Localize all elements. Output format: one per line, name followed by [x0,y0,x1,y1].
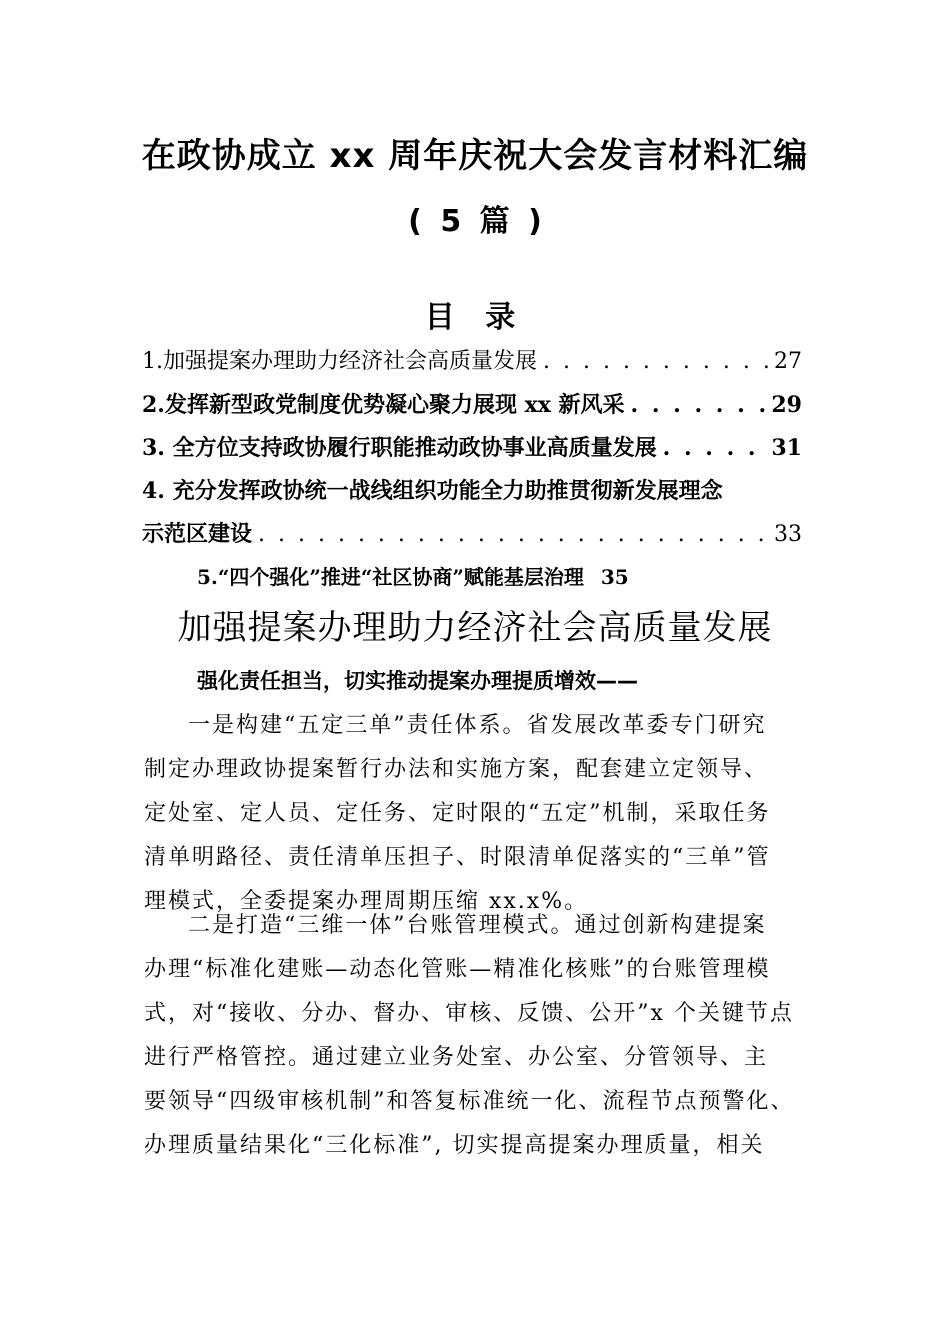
toc-item-label: 2.发挥新型政党制度优势凝心聚力展现 xx 新风采 [142,392,625,418]
paragraph-line: 进行严格管控。通过建立业务处室、办公室、分管领导、主 [144,1045,769,1070]
article-subheading: 强化责任担当，切实推动提案办理提质增效—— [197,669,638,693]
toc-item-1[interactable] [142,344,802,375]
toc-leader-dots [543,349,768,374]
paragraph-line: 二是打造“三维一体”台账管理模式。通过创新构建提案 [188,913,767,938]
toc-item-page: 31 [771,435,802,461]
toc-leader-dots [663,435,766,461]
article-paragraph [144,906,816,1170]
toc-leader-dots [258,522,768,547]
paragraph-line: 办理质量结果化“三化标准”, 切实提高提案办理质量，相关 [144,1133,765,1158]
toc-heading: 目 录 [424,300,526,335]
toc-item-label: 3. 全方位支持政协履行职能推动政协事业高质量发展 [142,435,657,461]
paragraph-line: 清单明路径、责任清单压担子、时限清单促落实的“三单”管 [144,845,771,870]
toc-item-page: 33 [774,522,802,547]
toc-item-page: 35 [600,565,629,589]
article-title: 加强提案办理助力经济社会高质量发展 [177,608,773,648]
toc-item-label: 示范区建设 [142,521,253,547]
document-title: 在政协成立 xx 周年庆祝大会发言材料汇编 [141,136,809,176]
article-paragraph [144,706,816,926]
paragraph-line: 一是构建“五定三单”责任体系。省发展改革委专门研究 [188,713,767,738]
toc-item-5[interactable] [197,561,629,590]
toc-item-2[interactable] [142,388,802,419]
toc-item-4-line1[interactable]: 4. 充分发挥政协统一战线组织功能全力助推贯彻新发展理念 [142,478,723,504]
toc-leader-dots [631,392,766,418]
toc-item-page: 27 [774,349,802,374]
toc-item-label: 5.“四个强化”推进“社区协商”赋能基层治理 [197,565,584,589]
toc-item-label: 1.加强提案办理助力经济社会高质量发展 [142,349,537,374]
paragraph-line: 要领导“四级审核机制”和答复标准统一化、流程节点预警化、 [144,1089,795,1114]
paragraph-line: 定处室、定人员、定任务、定时限的“五定”机制，采取任务 [144,801,771,826]
toc-item-page: 29 [771,392,802,418]
toc-item-4[interactable] [142,517,802,548]
paragraph-line: 办理“标准化建账—动态化管账—精准化核账”的台账管理模 [144,957,771,982]
paragraph-line: 理模式，全委提案办理周期压缩 xx.x%。 [144,889,589,914]
document-subtitle: ( 5 篇 ) [408,204,542,239]
toc-item-3[interactable] [142,431,802,462]
paragraph-line: 制定办理政协提案暂行办法和实施方案，配套建立定领导、 [144,757,769,782]
paragraph-line: 式，对“接收、分办、督办、审核、反馈、公开”x 个关键节点 [144,1001,794,1026]
